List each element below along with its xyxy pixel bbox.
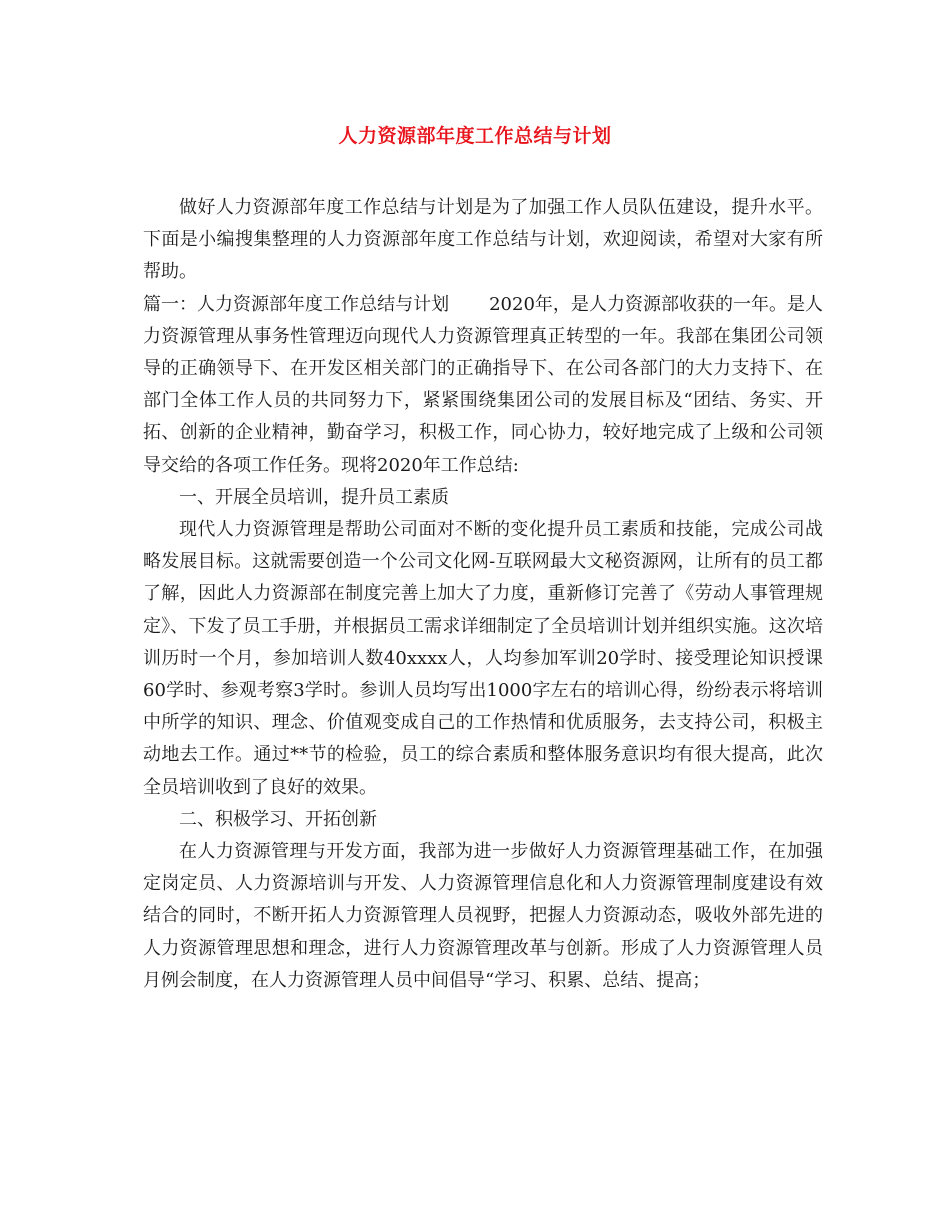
section-heading-1: 一、开展全员培训，提升员工素质 — [179, 486, 449, 508]
intro-paragraph: 做好人力资源部年度工作总结与计划是为了加强工作人员队伍建设，提升水平。下面是小编搜集整理的人力资源部年度工作总结与计划，欢迎阅读，希望对大家有所帮助。 — [143, 197, 823, 283]
section-1-paragraph: 现代人力资源管理是帮助公司面对不断的变化提升员工素质和技能，完成公司战略发展目标。这就需要创造一个公司文化网-互联网最大文秘资源网，让所有的员工都了解，因此人力资源部在制度完善上加大了力度，重新修订完善了《劳动人事管理规定》、下发了员工手册，并根据员工需求详细制定了全员培训计划并组织实施。这次培训历时一个月，参加培训人数40xxxx人，人均参加军训20学时、接受理论知识授课60学时、参观考察3学时。参训人员均写出1000字左右的培训心得，纷纷表示将培训中所学的知识、理念、价值观变成自己的工作热情和优质服务，去支持公司，积极主动地去工作。通过**节的检验，员工的综合素质和整体服务意识均有很大提高，此次全员培训收到了良好的效果。 — [143, 519, 823, 798]
section-heading-2: 二、积极学习、开拓创新 — [179, 808, 377, 830]
section-2-paragraph: 在人力资源管理与开发方面，我部为进一步做好人力资源管理基础工作，在加强定岗定员、人力资源培训与开发、人力资源管理信息化和人力资源管理制度建设有效结合的同时，不断开拓人力资源管理人员视野，把握人力资源动态，吸收外部先进的人力资源管理思想和理念，进行人力资源管理改革与创新。形成了人力资源管理人员月例会制度，在人力资源管理人员中间倡导“学习、积累、总结、提高； — [143, 841, 823, 991]
part1-label: 篇一：人力资源部年度工作总结与计划 — [143, 293, 450, 315]
part1-paragraph — [143, 289, 823, 482]
part1-text: 2020年，是人力资源部收获的一年。是人力资源管理从事务性管理迈向现代人力资源管理真正转型的一年。我部在集团公司领导的正确领导下、在开发区相关部门的正确指导下、在公司各部门的大力支持下、在部门全体工作人员的共同努力下，紧紧围绕集团公司的发展目标及“团结、务实、开拓、创新的企业精神，勤奋学习，积极工作，同心协力，较好地完成了上级和公司领导交给的各项工作任务。现将2020年工作总结: — [143, 293, 824, 476]
document-body — [143, 192, 823, 997]
document-title: 人力资源部年度工作总结与计划 — [338, 125, 612, 147]
